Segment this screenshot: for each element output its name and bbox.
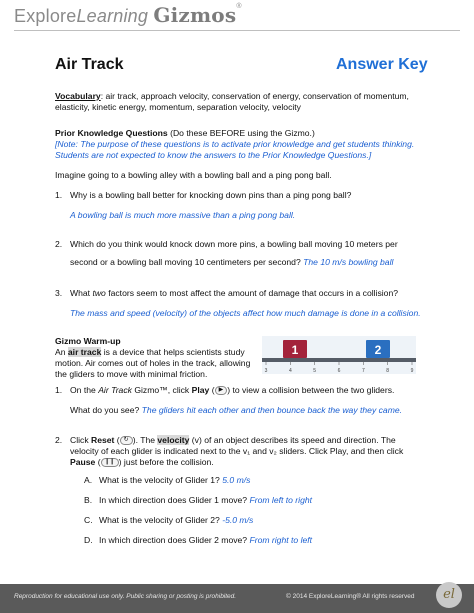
track-rail [262,358,416,362]
warmup-2a-answer: 5.0 m/s [222,475,251,485]
warmup-intro-line-2: motion. Air comes out of holes in the track, allowing [55,358,251,368]
page-title: Air Track [55,56,124,73]
ruler-tick-label: 7 [361,368,365,374]
ruler-tick-label: 4 [288,368,292,374]
warmup-2d-letter: D. [84,535,93,545]
warmup-2b-answer: From left to right [249,495,313,505]
question-3: What two factors seem to most affect the amount of damage that occurs in a collision? [70,288,399,298]
ruler-tick-label: 3 [264,368,268,374]
play-icon: ▶ [215,386,228,395]
warmup-intro-line-1: An air track is a device that helps scientists study [55,347,245,357]
air-track-image [262,336,416,374]
question-2-number: 2. [55,239,63,249]
explorelearning-gizmos-logo: ExploreLearning Gizmos® [14,3,242,27]
question-2-line-1: Which do you think would knock down more pins, a bowling ball moving 10 meters per [70,239,398,249]
header-divider [14,30,460,31]
warmup-2a-letter: A. [84,475,93,485]
prior-knowledge-heading: Prior Knowledge Questions (Do these BEFORE using the Gizmo.) [55,128,315,138]
ruler-tick-label: 8 [386,368,390,374]
vocabulary-line-2: elasticity, kinetic energy, momentum, separation velocity, velocity [55,102,301,112]
warmup-1-number: 1. [55,385,63,395]
warmup-2d: In which direction does Glider 2 move? From right to left [99,535,313,545]
warmup-2b: In which direction does Glider 1 move? From left to right [99,495,313,505]
warmup-2a: What is the velocity of Glider 1? 5.0 m/s [99,475,251,485]
ruler-tick-label: 6 [337,368,341,374]
ruler-tick-label: 9 [410,368,414,374]
warmup-intro-line-3: the gliders to move with minimal friction. [55,369,208,379]
glider-1-label: 1 [291,343,299,357]
warmup-2-line-2: velocity of each glider is indicated next to the v₁ and v₂ sliders. Click Play, and then click [70,446,404,456]
imagine-prompt: Imagine going to a bowling alley with a bowling ball and a ping pong ball. [55,170,332,180]
teacher-note-line-1: [Note: The purpose of these questions is to activate prior knowledge and get students thinking. [55,139,415,149]
page-footer [0,584,474,613]
teacher-note-line-2: Students are not expected to know the answers to the Prior Knowledge Questions.] [55,150,372,160]
warmup-2c-answer: -5.0 m/s [222,515,254,525]
vocabulary-line-1: Vocabulary: air track, approach velocity, conservation of energy, conservation of momentum, [55,91,409,101]
footer-reproduction-notice: Reproduction for educational use only. Public sharing or posting is prohibited. [14,593,237,600]
warmup-2-number: 2. [55,435,63,445]
ruler-tick-label: 5 [313,368,317,374]
warmup-1-answer: The gliders hit each other and then bounce back the way they came. [141,405,403,415]
warmup-1-question: What do you see? The gliders hit each other and then bounce back the way they came. [70,405,403,415]
answer-3: The mass and speed (velocity) of the objects affect how much damage is done in a collision. [70,308,421,318]
footer-copyright: © 2014 ExploreLearning® All rights reserved [286,593,415,600]
question-1-number: 1. [55,190,63,200]
warmup-2b-letter: B. [84,495,93,505]
answer-1: A bowling ball is much more massive than a ping pong ball. [70,210,296,220]
warmup-2-line-3: Pause ( ❙❙ ) just before the collision. [70,457,214,467]
warmup-2c-letter: C. [84,515,93,525]
explorelearning-badge-icon: el [436,582,462,608]
answer-2: The 10 m/s bowling ball [303,257,394,267]
glider-2-label: 2 [374,343,382,357]
question-1: Why is a bowling ball better for knocking down pins than a ping pong ball? [70,190,352,200]
question-3-number: 3. [55,288,63,298]
warmup-2c: What is the velocity of Glider 2? -5.0 m/s [99,515,254,525]
answer-key-label: Answer Key [336,56,428,73]
page-header [0,0,474,30]
warmup-1: On the Air Track Gizmo™, click Play ( ▶ ) to view a collision between the two gliders. [70,385,395,395]
reset-icon: ↻ [120,436,133,445]
pause-icon: ❙❙ [101,458,119,467]
warmup-2-line-1: Click Reset ( ↻ ). The velocity (v) of an object describes its speed and direction. The [70,435,396,445]
warmup-heading: Gizmo Warm-up [55,336,121,346]
question-2-line-2: second or a bowling ball moving 10 centimeters per second? The 10 m/s bowling ball [70,257,394,267]
warmup-2d-answer: From right to left [249,535,313,545]
